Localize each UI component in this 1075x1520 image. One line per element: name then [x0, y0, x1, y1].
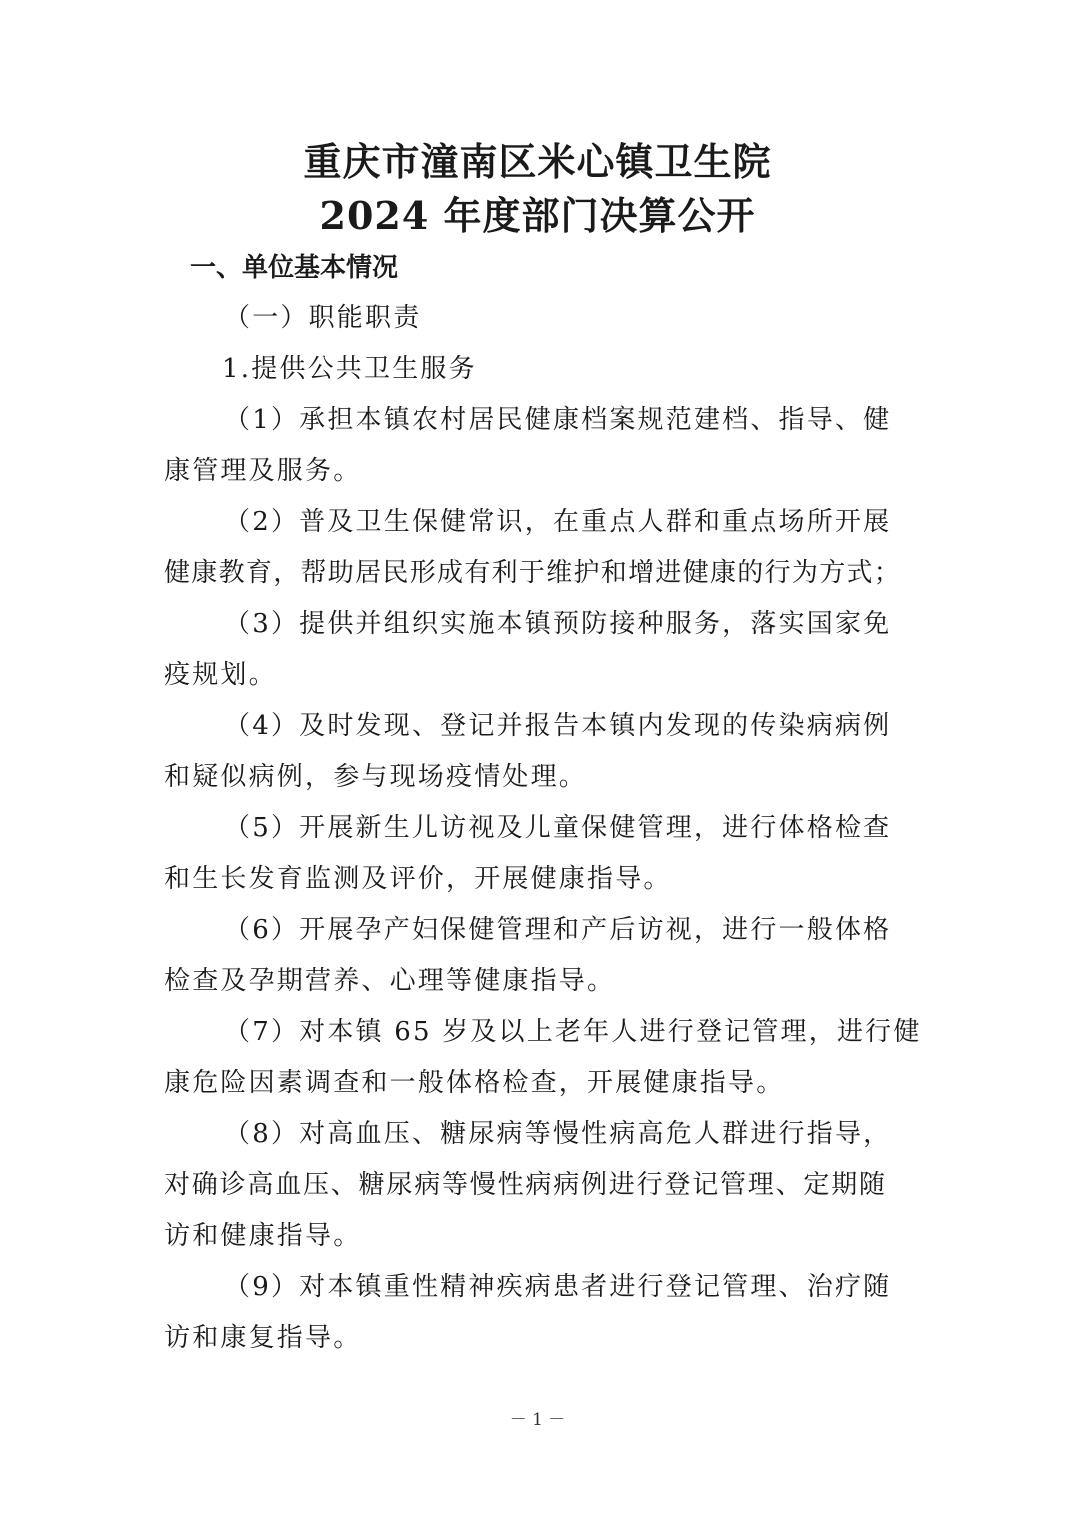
- paragraph-line: 健康教育，帮助居民形成有利于维护和增进健康的行为方式；: [164, 558, 902, 588]
- paragraph-line: （5）开展新生儿访视及儿童保健管理，进行体格检查: [224, 813, 892, 843]
- paragraph-line: （6）开展孕产妇保健管理和产后访视，进行一般体格: [224, 915, 892, 945]
- paragraph-line: （8）对高血压、糖尿病等慢性病高危人群进行指导，: [224, 1119, 892, 1149]
- paragraph-line: （3）提供并组织实施本镇预防接种服务，落实国家免: [224, 609, 892, 639]
- paragraph-line: 和疑似病例，参与现场疫情处理。: [164, 762, 588, 792]
- page-number: － 1 －: [509, 1410, 566, 1430]
- document-title-line-1: 重庆市潼南区米心镇卫生院: [303, 139, 772, 184]
- paragraph-line: 疫规划。: [164, 660, 277, 690]
- item-heading: 1.提供公共卫生服务: [222, 354, 477, 384]
- paragraph-line: （4）及时发现、登记并报告本镇内发现的传染病病例: [224, 711, 892, 741]
- paragraph-line: （9）对本镇重性精神疾病患者进行登记管理、治疗随: [224, 1272, 892, 1302]
- document-title-line-2: 2024 年度部门决算公开: [319, 193, 756, 238]
- subsection-heading: （一）职能职责: [224, 303, 422, 333]
- paragraph-line: 和生长发育监测及评价，开展健康指导。: [164, 864, 672, 894]
- paragraph-line: 对确诊高血压、糖尿病等慢性病病例进行登记管理、定期随: [164, 1170, 887, 1200]
- paragraph-line: （2）普及卫生保健常识，在重点人群和重点场所开展: [224, 507, 892, 537]
- paragraph-line: 康管理及服务。: [164, 456, 362, 486]
- paragraph-line: 检查及孕期营养、心理等健康指导。: [164, 966, 616, 996]
- section-heading: 一、单位基本情况: [190, 253, 399, 283]
- paragraph-line: （1）承担本镇农村居民健康档案规范建档、指导、健: [224, 405, 892, 435]
- paragraph-line: （7）对本镇 65 岁及以上老年人进行登记管理，进行健: [224, 1017, 922, 1047]
- paragraph-line: 康危险因素调查和一般体格检查，开展健康指导。: [164, 1068, 785, 1098]
- paragraph-line: 访和康复指导。: [164, 1323, 362, 1353]
- paragraph-line: 访和健康指导。: [164, 1221, 362, 1251]
